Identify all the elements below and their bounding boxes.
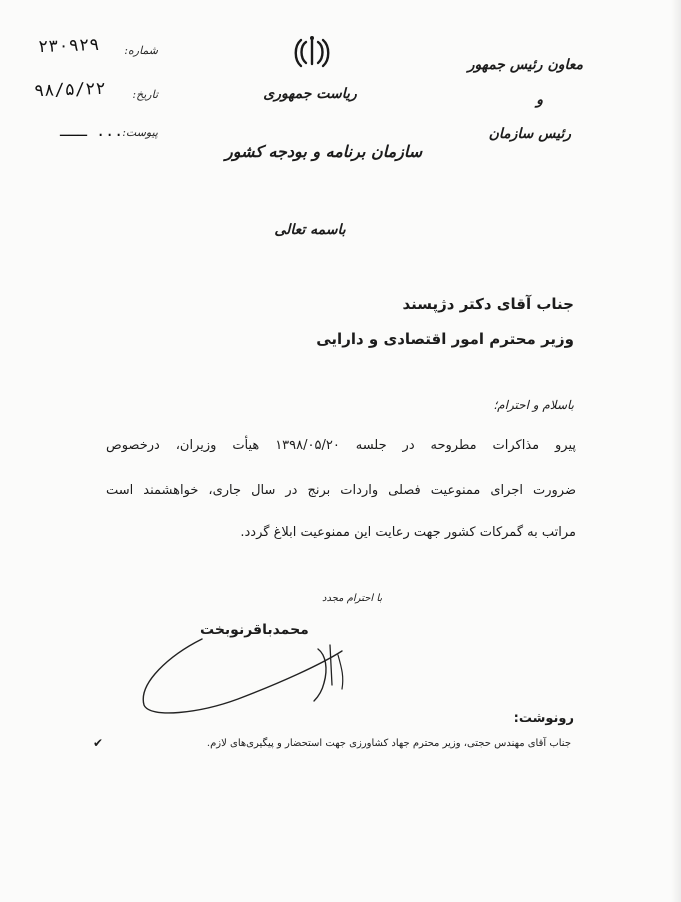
cc-heading: رونوشت: xyxy=(513,711,574,726)
recipient-name: جناب آقای دکتر دژپسند xyxy=(402,295,574,313)
body-line-3: مراتب به گمرکات کشور جهت رعایت این ممنوعیت ابلاغ گردد. xyxy=(240,525,576,540)
signer-name: محمدباقرنوبخت xyxy=(200,622,309,638)
sender-title-line2: و xyxy=(536,92,543,108)
recipient-title: وزیر محترم امور اقتصادی و دارایی xyxy=(316,330,574,348)
letter-attachment-label: پیوست: xyxy=(122,126,158,139)
cc-recipient-line: جناب آقای مهندس حجتی، وزیر محترم جهاد کشاورزی جهت استحضار و پیگیری‌های لازم. xyxy=(206,738,571,749)
letter-date-label: تاریخ: xyxy=(132,88,158,101)
salutation: باسلام و احترام؛ xyxy=(493,398,574,412)
body-line-2: ضرورت اجرای ممنوعیت فصلی واردات برنج در سال جاری، خواهشمند است xyxy=(106,483,576,498)
sender-title-line3: رئیس سازمان xyxy=(488,126,571,142)
closing-phrase: با احترام مجدد xyxy=(322,593,383,604)
paper-edge-shadow xyxy=(671,0,681,902)
iran-emblem-icon xyxy=(292,34,332,70)
sender-title-line1: معاون رئیس جمهور xyxy=(467,57,583,73)
letter-attachment-value: ـــ ... xyxy=(60,122,124,140)
invocation: باسمه تعالی xyxy=(274,222,346,238)
org-line-presidency: ریاست جمهوری xyxy=(263,86,357,102)
letter-date-value: ۹۸/۵/۲۲ xyxy=(33,78,106,102)
check-mark-icon: ✔ xyxy=(92,736,103,750)
letter-number-label: شماره: xyxy=(124,44,158,57)
org-line-planning-budget: سازمان برنامه و بودجه کشور xyxy=(225,142,423,161)
body-line-1: پیرو مذاکرات مطروحه در جلسه ۱۳۹۸/۰۵/۲۰ هیأت وزیران، درخصوص xyxy=(106,438,576,453)
letter-number-value: ۲۳۰۹۲۹ xyxy=(37,34,100,58)
handwritten-signature xyxy=(130,625,360,725)
